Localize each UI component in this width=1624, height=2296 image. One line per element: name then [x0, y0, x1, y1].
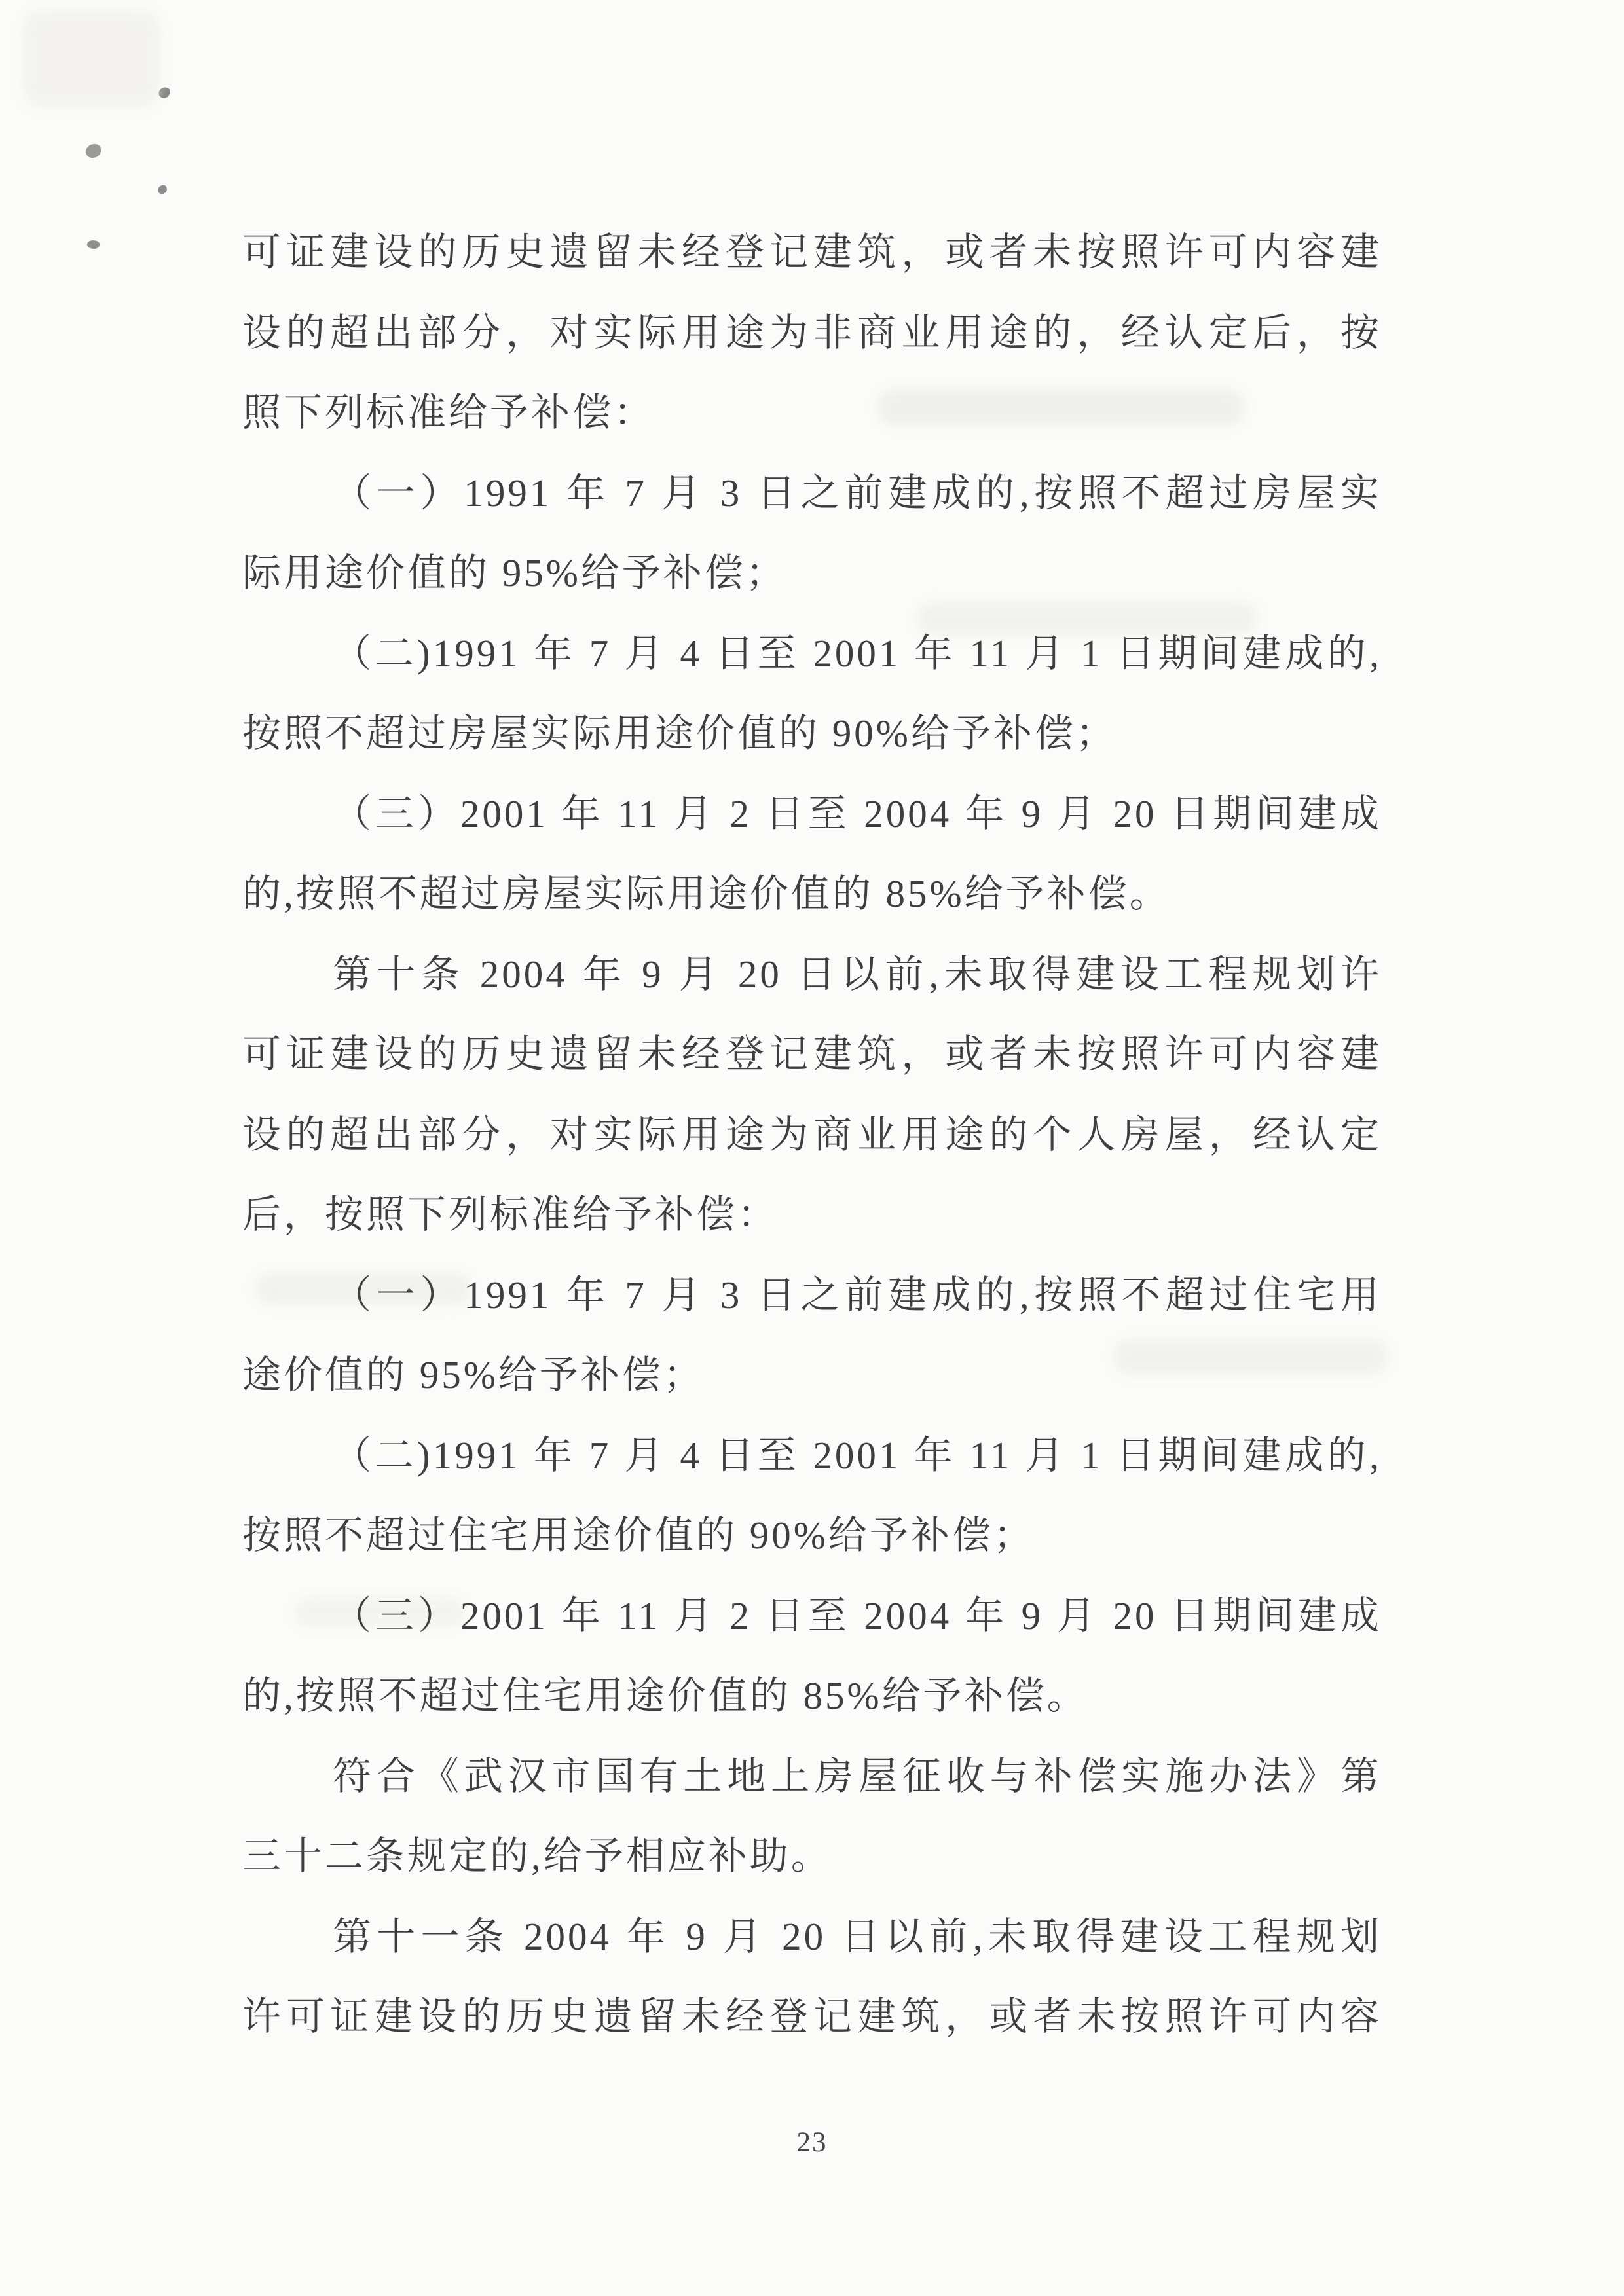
text-line-22: 第十一条 2004 年 9 月 20 日以前,未取得建设工程规划 [333, 1914, 1382, 1958]
text-line-11: 可证建设的历史遗留未经登记建筑，或者未按照许可内容建 [242, 1032, 1382, 1076]
text-line-16: （二)1991 年 7 月 4 日至 2001 年 11 月 1 日期间建成的, [333, 1433, 1382, 1477]
page-number: 23 [796, 2127, 828, 2158]
text-line-13: 后，按照下列标准给予补偿： [242, 1193, 779, 1236]
text-line-5: 际用途价值的 95%给予补偿； [242, 551, 787, 594]
text-line-8: （三）2001 年 11 月 2 日至 2004 年 9 月 20 日期间建成 [333, 792, 1382, 835]
text-line-23: 许可证建设的历史遗留未经登记建筑，或者未按照许可内容 [242, 1995, 1382, 2038]
scan-smudge [23, 10, 160, 108]
text-line-6: （二)1991 年 7 月 4 日至 2001 年 11 月 1 日期间建成的, [333, 631, 1382, 675]
text-line-9: 的,按照不超过房屋实际用途价值的 85%给予补偿。 [242, 872, 1171, 915]
text-line-7: 按照不超过房屋实际用途价值的 90%给予补偿； [242, 712, 1117, 755]
text-line-1: 可证建设的历史遗留未经登记建筑，或者未按照许可内容建 [242, 230, 1382, 274]
text-line-19: 的,按照不超过住宅用途价值的 85%给予补偿。 [242, 1674, 1088, 1717]
scan-speck [86, 144, 101, 158]
scan-speck [157, 184, 168, 194]
text-line-10: 第十条 2004 年 9 月 20 日以前,未取得建设工程规划许 [333, 952, 1382, 996]
text-line-14: （一）1991 年 7 月 3 日之前建成的,按照不超过住宅用 [333, 1273, 1382, 1317]
text-line-18: （三）2001 年 11 月 2 日至 2004 年 9 月 20 日期间建成 [333, 1594, 1382, 1637]
document-body [242, 212, 1382, 2057]
text-line-17: 按照不超过住宅用途价值的 90%给予补偿； [242, 1514, 1035, 1557]
text-line-2: 设的超出部分，对实际用途为非商业用途的，经认定后，按 [242, 310, 1382, 354]
text-line-12: 设的超出部分，对实际用途为商业用途的个人房屋，经认定 [242, 1112, 1382, 1156]
text-line-3: 照下列标准给予补偿： [242, 391, 655, 434]
text-line-20: 符合《武汉市国有土地上房屋征收与补偿实施办法》第 [333, 1754, 1382, 1798]
text-line-4: （一）1991 年 7 月 3 日之前建成的,按照不超过房屋实 [333, 471, 1382, 515]
text-line-21: 三十二条规定的,给予相应补助。 [242, 1834, 832, 1878]
text-line-15: 途价值的 95%给予补偿； [242, 1353, 705, 1396]
scan-speck [86, 239, 100, 249]
